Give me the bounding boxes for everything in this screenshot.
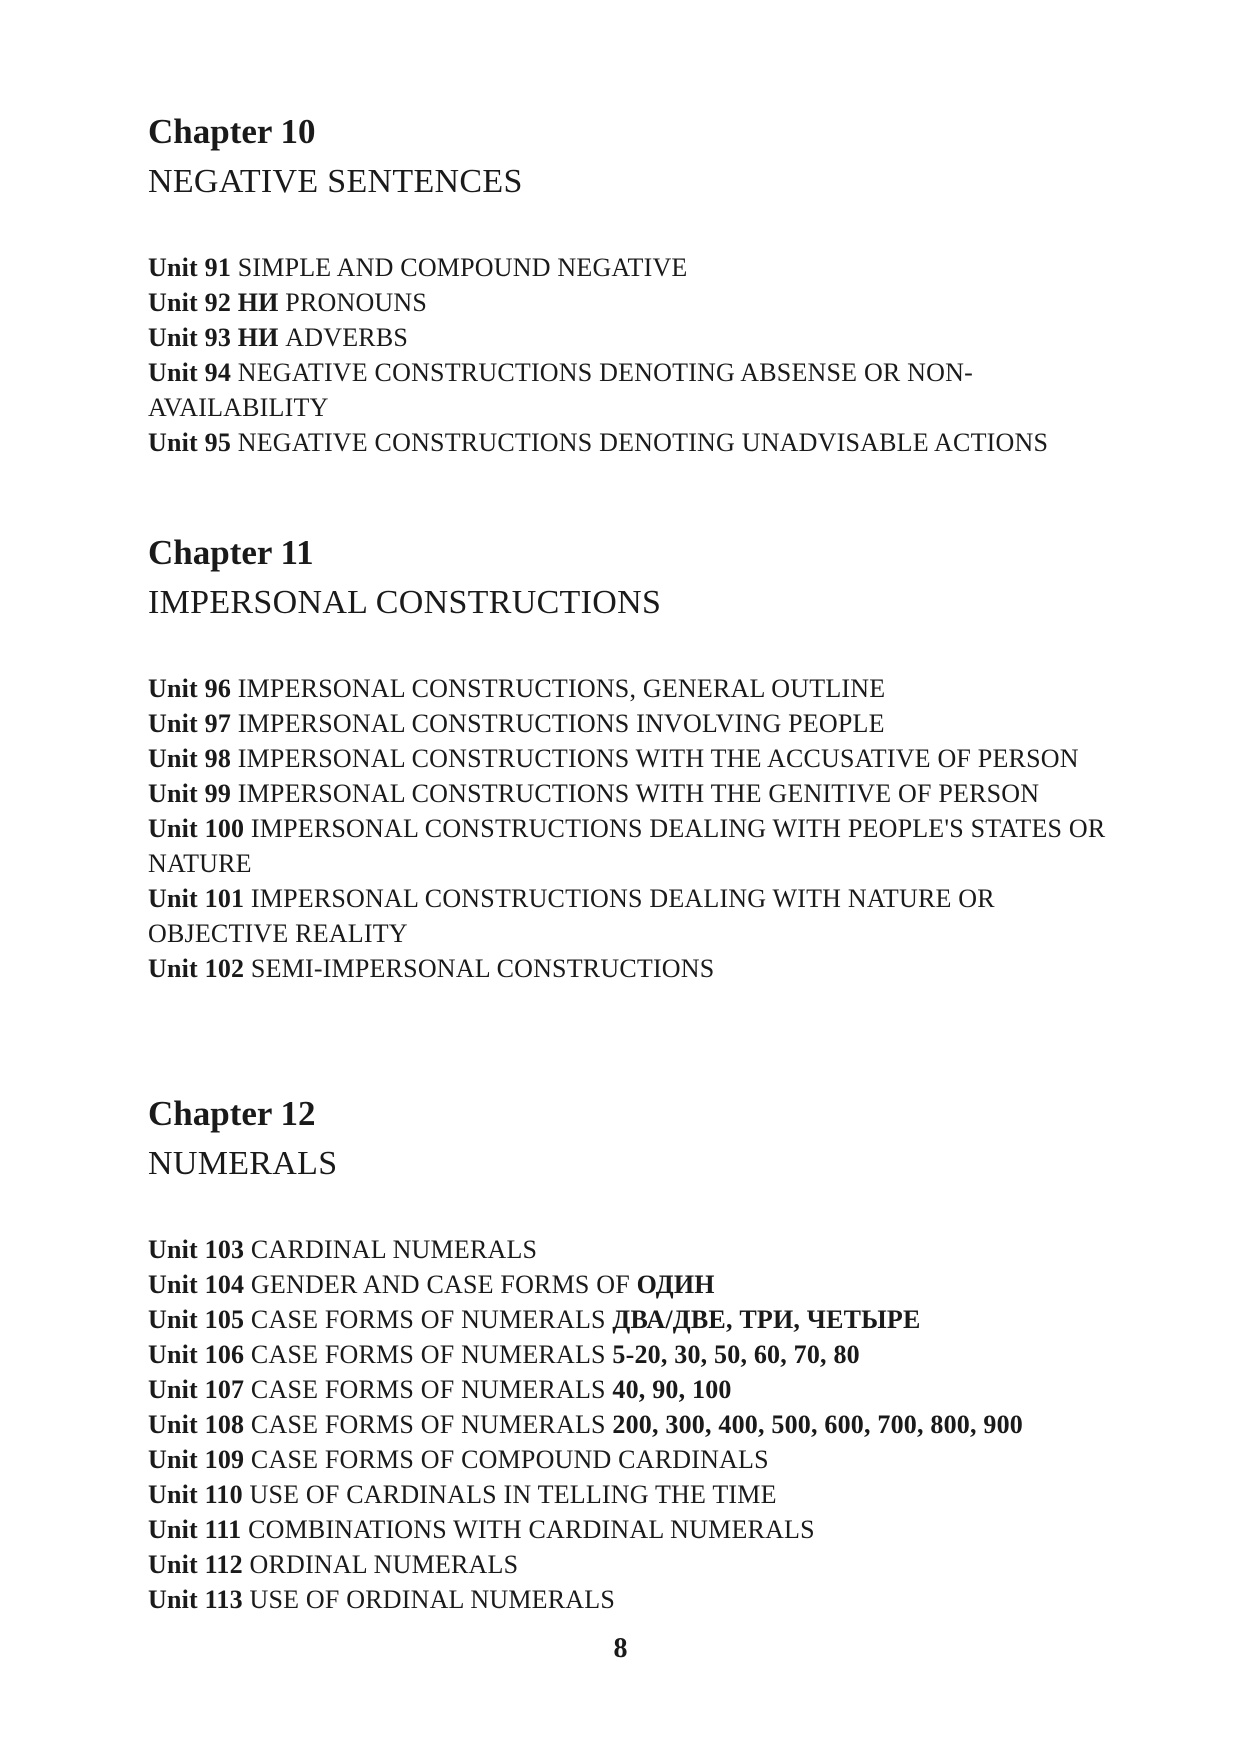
unit-entry — [148, 425, 1128, 460]
unit-key-term: 200, 300, 400, 500, 600, 700, 800, 900 — [612, 1410, 1023, 1439]
unit-list — [148, 671, 1128, 986]
unit-entry — [148, 320, 1128, 355]
unit-key-term: 40, 90, 100 — [612, 1375, 732, 1404]
unit-label: Unit 92 — [148, 288, 232, 317]
unit-text: NEGATIVE CONSTRUCTIONS DENOTING ABSENSE OR NON-AVAILABILITY — [148, 358, 973, 422]
unit-label: Unit 103 — [148, 1235, 245, 1264]
unit-label: Unit 108 — [148, 1410, 245, 1439]
unit-text: SEMI-IMPERSONAL CONSTRUCTIONS — [250, 954, 715, 983]
unit-label: Unit 106 — [148, 1340, 245, 1369]
unit-entry — [148, 1267, 1128, 1302]
unit-label: Unit 110 — [148, 1480, 243, 1509]
unit-label: Unit 97 — [148, 709, 232, 738]
unit-text: IMPERSONAL CONSTRUCTIONS WITH THE ACCUSATIVE OF PERSON — [237, 744, 1079, 773]
unit-text: IMPERSONAL CONSTRUCTIONS DEALING WITH NATURE OR OBJECTIVE REALITY — [148, 884, 995, 948]
unit-text: CARDINAL NUMERALS — [250, 1235, 538, 1264]
unit-label: Unit 109 — [148, 1445, 245, 1474]
unit-text: CASE FORMS OF NUMERALS — [250, 1340, 606, 1369]
unit-entry — [148, 1302, 1128, 1337]
unit-key-term: НИ — [237, 288, 279, 317]
unit-text: IMPERSONAL CONSTRUCTIONS INVOLVING PEOPLE — [237, 709, 885, 738]
unit-text: CASE FORMS OF COMPOUND CARDINALS — [250, 1445, 769, 1474]
unit-label: Unit 112 — [148, 1550, 243, 1579]
unit-entry — [148, 1407, 1128, 1442]
unit-key-term: ДВА/ДВЕ, ТРИ, ЧЕТЫРЕ — [612, 1305, 921, 1334]
chapter-11-section — [148, 531, 1128, 1092]
unit-text: IMPERSONAL CONSTRUCTIONS, GENERAL OUTLINE — [237, 674, 886, 703]
unit-text: NEGATIVE CONSTRUCTIONS DENOTING UNADVISABLE ACTIONS — [237, 428, 1049, 457]
unit-text: CASE FORMS OF NUMERALS — [250, 1375, 606, 1404]
unit-text: PRONOUNS — [285, 288, 428, 317]
unit-text: GENDER AND CASE FORMS OF — [250, 1270, 630, 1299]
unit-text: ORDINAL NUMERALS — [249, 1550, 519, 1579]
unit-label: Unit 98 — [148, 744, 232, 773]
unit-entry — [148, 355, 1128, 425]
unit-label: Unit 100 — [148, 814, 245, 843]
unit-label: Unit 104 — [148, 1270, 245, 1299]
page-number: 8 — [613, 1633, 628, 1664]
unit-entry — [148, 951, 1128, 986]
table-of-contents — [148, 110, 1128, 1617]
unit-text: IMPERSONAL CONSTRUCTIONS DEALING WITH PEOPLE'S STATES OR NATURE — [148, 814, 1106, 878]
unit-label: Unit 96 — [148, 674, 232, 703]
unit-label: Unit 102 — [148, 954, 245, 983]
chapter-title: NEGATIVE SENTENCES — [148, 163, 523, 200]
unit-text: ADVERBS — [285, 323, 409, 352]
unit-key-term: 5-20, 30, 50, 60, 70, 80 — [612, 1340, 860, 1369]
chapter-12-section — [148, 1092, 1128, 1617]
unit-entry — [148, 285, 1128, 320]
unit-list — [148, 250, 1128, 460]
unit-label: Unit 93 — [148, 323, 232, 352]
unit-entry — [148, 741, 1128, 776]
unit-entry — [148, 1232, 1128, 1267]
unit-text: USE OF CARDINALS IN TELLING THE TIME — [249, 1480, 777, 1509]
unit-text: SIMPLE AND COMPOUND NEGATIVE — [237, 253, 688, 282]
unit-text: USE OF ORDINAL NUMERALS — [249, 1585, 615, 1614]
unit-label: Unit 105 — [148, 1305, 245, 1334]
unit-label: Unit 111 — [148, 1515, 242, 1544]
chapter-10-section — [148, 110, 1128, 531]
unit-entry — [148, 1512, 1128, 1547]
unit-label: Unit 101 — [148, 884, 245, 913]
unit-key-term: НИ — [237, 323, 279, 352]
unit-label: Unit 99 — [148, 779, 232, 808]
unit-entry — [148, 706, 1128, 741]
unit-entry — [148, 250, 1128, 285]
unit-entry — [148, 1337, 1128, 1372]
unit-entry — [148, 671, 1128, 706]
unit-label: Unit 107 — [148, 1375, 245, 1404]
unit-entry — [148, 811, 1128, 881]
unit-text: IMPERSONAL CONSTRUCTIONS WITH THE GENITIVE OF PERSON — [237, 779, 1040, 808]
unit-label: Unit 113 — [148, 1585, 243, 1614]
unit-label: Unit 95 — [148, 428, 232, 457]
unit-text: COMBINATIONS WITH CARDINAL NUMERALS — [248, 1515, 815, 1544]
chapter-heading: Chapter 11 — [148, 533, 314, 572]
unit-entry — [148, 776, 1128, 811]
unit-entry — [148, 1442, 1128, 1477]
chapter-heading: Chapter 10 — [148, 112, 316, 151]
chapter-title: IMPERSONAL CONSTRUCTIONS — [148, 584, 662, 621]
unit-list — [148, 1232, 1128, 1617]
unit-label: Unit 94 — [148, 358, 232, 387]
chapter-title: NUMERALS — [148, 1145, 338, 1182]
unit-entry — [148, 1582, 1128, 1617]
unit-key-term: ОДИН — [636, 1270, 715, 1299]
unit-entry — [148, 881, 1128, 951]
chapter-heading: Chapter 12 — [148, 1094, 316, 1133]
unit-entry — [148, 1372, 1128, 1407]
unit-text: CASE FORMS OF NUMERALS — [250, 1305, 606, 1334]
unit-entry — [148, 1477, 1128, 1512]
unit-text: CASE FORMS OF NUMERALS — [250, 1410, 606, 1439]
unit-entry — [148, 1547, 1128, 1582]
unit-label: Unit 91 — [148, 253, 232, 282]
